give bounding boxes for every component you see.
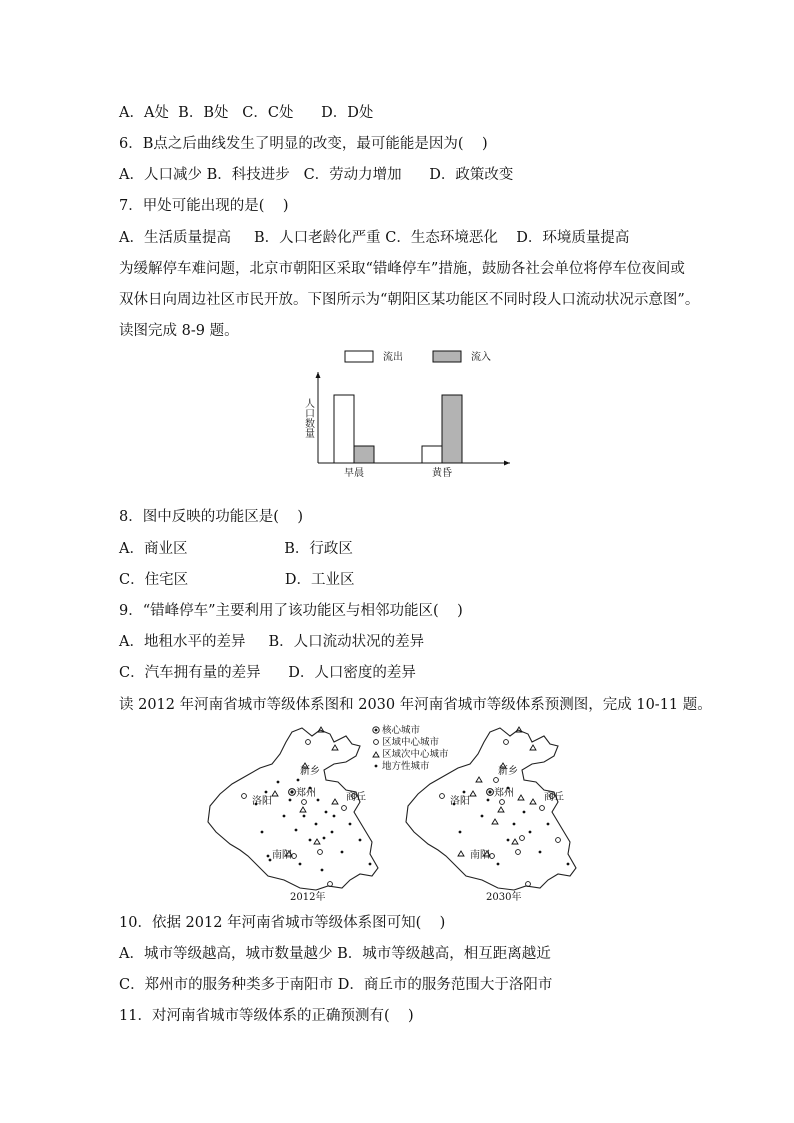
q11-stem: 11．对河南省城市等级体系的正确预测有( ) [119,1008,414,1024]
q9-options-cd: C．汽车拥有量的差异 D．人口密度的差异 [119,665,416,681]
q10-stem: 10．依据 2012 年河南省城市等级体系图可知( ) [119,915,446,931]
label-2030-shangqiu: 商丘 [544,792,564,803]
q7-stem: 7．甲处可能出现的是( ) [119,198,289,214]
population-flow-chart [290,342,530,482]
passage-line-2: 双休日向周边社区市民开放。下图所示为“朝阳区某功能区不同时段人口流动状况示意图”。 [119,292,700,308]
q10-options-cd: C．郑州市的服务种类多于南阳市 D．商丘市的服务范围大于洛阳市 [119,977,553,993]
q6-stem: 6．B点之后曲线发生了明显的改变，最可能能是因为( ) [119,136,488,152]
label-2012-shangqiu: 商丘 [346,792,366,803]
y-axis-label: 人口数量 [302,398,314,438]
legend-label-0: 流出 [383,352,403,363]
legend-local-city: 地方性城市 [382,761,430,772]
henan-city-maps [200,720,590,905]
label-2012-luoyang: 洛阳 [252,796,272,807]
label-2030-xinxiang: 新乡 [498,766,518,777]
x-axis-arrow [504,461,510,466]
legend-regional-subcenter: 区域次中心城市 [382,749,449,760]
map-2012 [208,727,378,903]
x-tick-label-1: 黄昏 [432,468,452,479]
legend-core-city: 核心城市 [382,725,421,736]
q8-stem: 8．图中反映的功能区是( ) [119,509,303,525]
q9-options-ab: A．地租水平的差异 B．人口流动状况的差异 [119,634,425,650]
label-2030-nanyang: 南阳 [470,850,490,861]
label-2030-zhengzhou: 郑州 [494,788,514,799]
q10-options-ab: A．城市等级越高，城市数量越少 B．城市等级越高，相互距离越近 [119,946,551,962]
y-axis-arrow [316,372,321,378]
legend-swatch-0 [345,351,373,362]
label-2012-xinxiang: 新乡 [300,766,320,777]
passage-line-1: 为缓解停车难问题，北京市朝阳区采取“错峰停车”措施，鼓励各社会单位将停车位夜间或 [119,261,685,277]
legend-swatch-1 [433,351,461,362]
x-tick-label-0: 早晨 [344,468,364,479]
bar-inflow-0 [354,446,374,463]
q7-options: A．生活质量提高 B．人口老龄化严重 C．生态环境恶化 D．环境质量提高 [119,230,630,246]
bar-inflow-1 [442,395,462,463]
legend-label-1: 流入 [471,352,491,363]
legend-regional-center: 区域中心城市 [382,737,440,748]
year-label-2030: 2030年 [486,892,522,903]
passage-line-3: 读图完成 8-9 题。 [119,323,239,339]
bar-outflow-0 [334,395,354,463]
label-2012-zhengzhou: 郑州 [296,788,316,799]
q6-options: A．人口减少 B．科技进步 C．劳动力增加 D．政策改变 [119,167,514,183]
bar-outflow-1 [422,446,442,463]
q9-stem: 9．“错峰停车”主要利用了该功能区与相邻功能区( ) [119,603,463,619]
q8-options-cd: C．住宅区 D．工业区 [119,572,355,588]
q8-options-ab: A．商业区 B．行政区 [119,541,353,557]
map-legend [373,724,449,772]
label-2012-nanyang: 南阳 [272,850,292,861]
q5-options: A．A处 B．B处 C．C处 D．D处 [119,105,374,121]
label-2030-luoyang: 洛阳 [450,796,470,807]
year-label-2012: 2012年 [290,892,326,903]
passage-2: 读 2012 年河南省城市等级体系图和 2030 年河南省城市等级体系预测图，完成 10-11 题。 [119,697,712,713]
